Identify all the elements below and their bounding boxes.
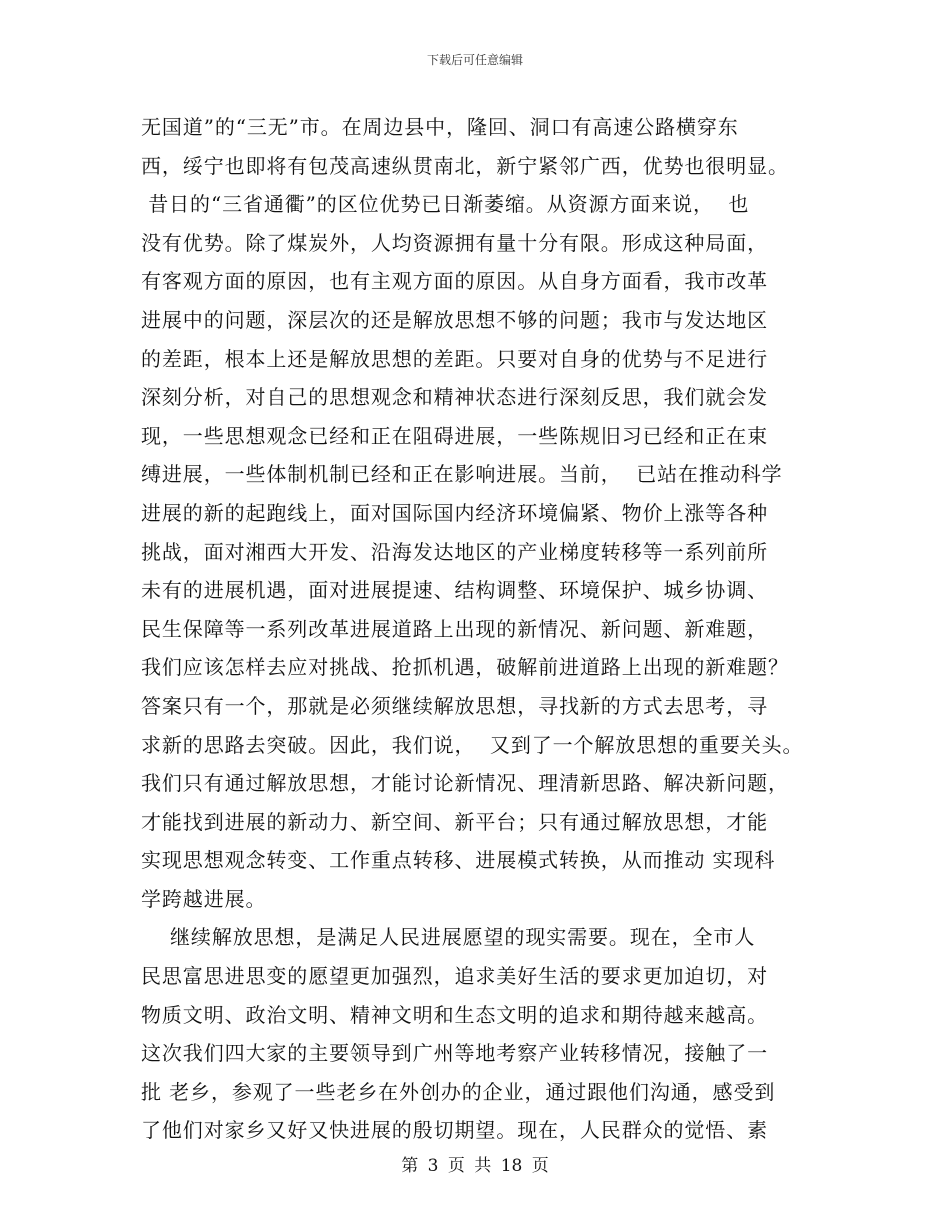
text-line: 进展中的问题，深层次的还是解放思想不够的问题；我市与发达地区 — [141, 307, 768, 332]
text-line: 进展的新的起跑线上，面对国际国内经济环境偏紧、物价上涨等各种 — [141, 500, 768, 525]
text-line: 缚进展，一些体制机制已经和正在影响进展。当前， 已站在推动科学 — [141, 462, 783, 487]
text-line: 学跨越进展。 — [141, 886, 267, 911]
text-line: 了他们对家乡又好又快进展的殷切期望。现在，人民群众的觉悟、素 — [141, 1118, 768, 1143]
text-line: 挑战，面对湘西大开发、沿海发达地区的产业梯度转移等一系列前所 — [141, 539, 768, 564]
text-line: 答案只有一个，那就是必须继续解放思想，寻找新的方式去思考，寻 — [141, 693, 768, 718]
text-line: 现，一些思想观念已经和正在阻碍进展，一些陈规旧习已经和正在束 — [141, 423, 768, 448]
page-header: 下载后可任意编辑 — [426, 53, 523, 67]
text-line: 这次我们四大家的主要领导到广州等地考察产业转移情况，接触了一 — [141, 1041, 768, 1066]
text-line: 深刻分析，对自己的思想观念和精神状态进行深刻反思，我们就会发 — [141, 385, 768, 410]
text-line: 昔日的“三省通衢”的区位优势已日渐萎缩。从资源方面来说， 也 — [141, 192, 750, 217]
text-line: 的差距，根本上还是解放思想的差距。只要对自身的优势与不足进行 — [141, 346, 768, 371]
document-body — [141, 108, 821, 1150]
text-line: 继续解放思想，是满足人民进展愿望的现实需要。现在，全市人 — [141, 925, 756, 950]
text-line: 未有的进展机遇，面对进展提速、结构调整、环境保护、城乡协调、 — [141, 578, 768, 603]
text-line: 我们只有通过解放思想，才能讨论新情况、理清新思路、解决新问题， — [141, 771, 789, 796]
text-line: 我们应该怎样去应对挑战、抢抓机遇，破解前进道路上出现的新难题？ — [141, 655, 789, 680]
text-line: 没有优势。除了煤炭外，人均资源拥有量十分有限。形成这种局面， — [141, 230, 768, 255]
text-line: 批 老乡，参观了一些老乡在外创办的企业，通过跟他们沟通，感受到 — [141, 1079, 776, 1104]
page-number-footer: 第 3 页 共 18 页 — [401, 1156, 549, 1176]
text-line: 有客观方面的原因，也有主观方面的原因。从自身方面看，我市改革 — [141, 269, 768, 294]
text-line: 求新的思路去突破。因此，我们说， 又到了一个解放思想的重要关头。 — [141, 732, 804, 757]
text-line: 西，绥宁也即将有包茂高速纵贯南北，新宁紧邻广西，优势也很明显。 — [141, 153, 789, 178]
text-line: 民生保障等一系列改革进展道路上出现的新情况、新问题、新难题， — [141, 616, 768, 641]
text-line: 民思富思进思变的愿望更加强烈，追求美好生活的要求更加迫切，对 — [141, 964, 768, 989]
text-line: 实现思想观念转变、工作重点转移、进展模式转换，从而推动 实现科 — [141, 848, 776, 873]
text-line: 物质文明、政治文明、精神文明和生态文明的追求和期待越来越高。 — [141, 1002, 768, 1027]
text-line: 无国道”的“三无”市。在周边县中，隆回、洞口有高速公路横穿东 — [141, 115, 739, 139]
text-line: 才能找到进展的新动力、新空间、新平台；只有通过解放思想，才能 — [141, 809, 768, 834]
